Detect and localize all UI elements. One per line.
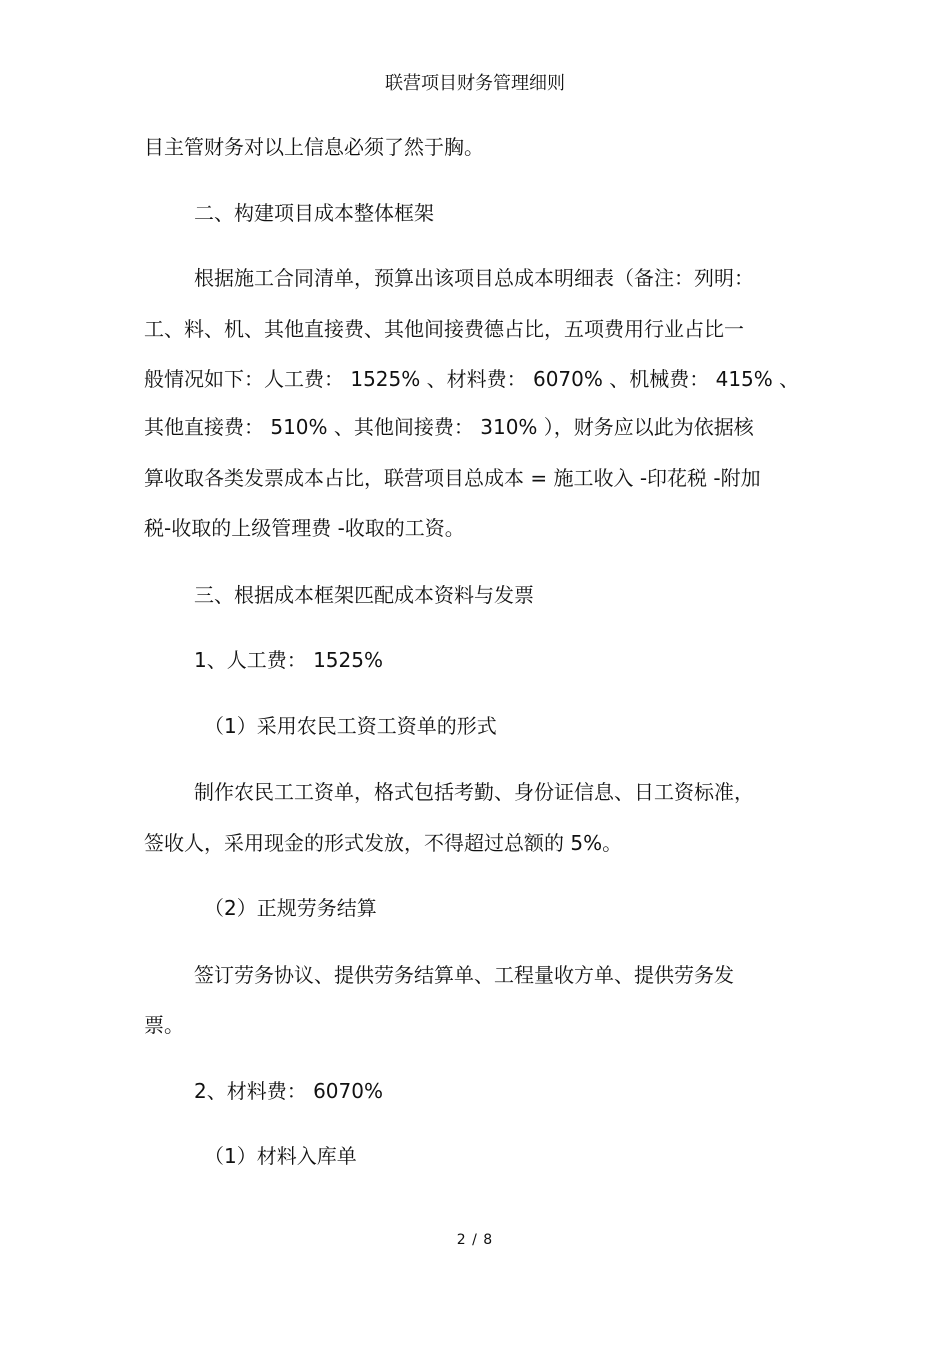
paragraph-line: 其他直接费： 510% 、其他间接费： 310% ），财务应以此为依据核: [144, 415, 754, 439]
paragraph-line: 根据施工合同清单，预算出该项目总成本明细表（备注：列明：: [194, 266, 754, 290]
paragraph-line: 制作农民工工资单，格式包括考勤、身份证信息、日工资标准，: [194, 780, 754, 804]
paragraph-line: 票。: [144, 1013, 184, 1037]
subheading-item-1: （1）采用农民工资工资单的形式: [204, 714, 497, 738]
subheading-item-1: （1）材料入库单: [204, 1144, 357, 1168]
subheading-labor-cost: 1、人工费： 1525%: [194, 648, 383, 672]
paragraph-line: 签订劳务协议、提供劳务结算单、工程量收方单、提供劳务发: [194, 963, 734, 987]
paragraph-line: 税-收取的上级管理费 -收取的工资。: [144, 516, 465, 540]
section-heading-2: 二、构建项目成本整体框架: [194, 201, 434, 225]
paragraph-line: 工、料、机、其他直接费、其他间接费德占比，五项费用行业占比一: [144, 317, 744, 341]
paragraph-line: 目主管财务对以上信息必须了然于胸。: [144, 135, 484, 159]
subheading-material-cost: 2、材料费： 6070%: [194, 1079, 383, 1103]
paragraph-line: 签收人，采用现金的形式发放，不得超过总额的 5%。: [144, 831, 623, 855]
subheading-item-2: （2）正规劳务结算: [204, 896, 377, 920]
section-heading-3: 三、根据成本框架匹配成本资料与发票: [194, 583, 534, 607]
page-number: 2 / 8: [456, 1232, 494, 1248]
paragraph-line: 般情况如下：人工费： 1525% 、材料费： 6070% 、机械费： 415% 、: [144, 367, 800, 391]
paragraph-line: 算收取各类发票成本占比，联营项目总成本 = 施工收入 -印花税 -附加: [144, 466, 761, 490]
page-header-title: 联营项目财务管理细则: [385, 73, 565, 94]
